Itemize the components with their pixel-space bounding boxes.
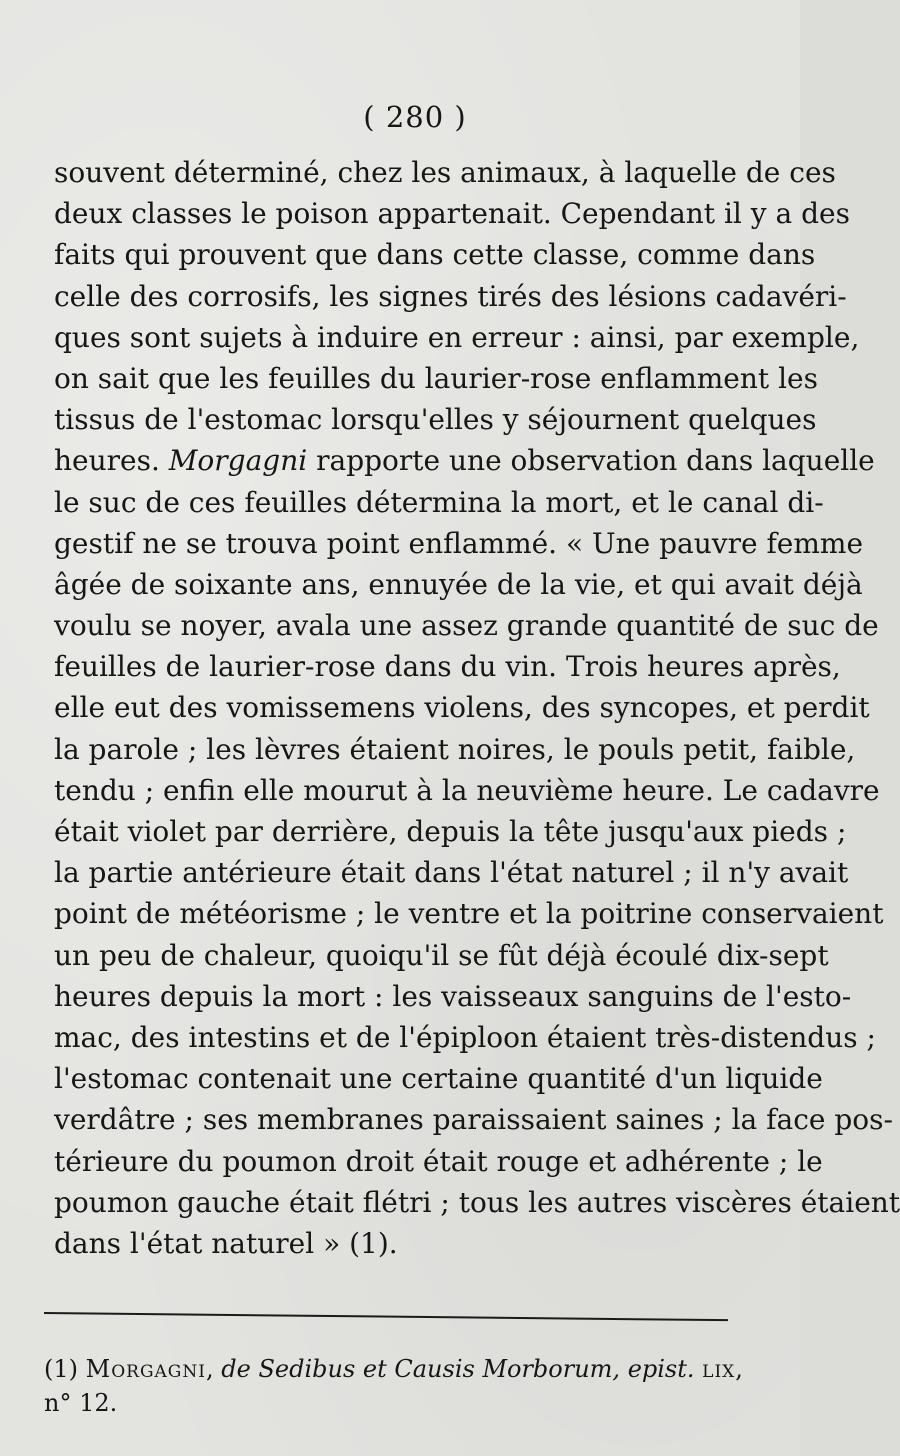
text-line: heures depuis la mort : les vaisseaux sanguins de l'esto- bbox=[54, 979, 852, 1013]
footnote-line-1: (1) Morgagni, de Sedibus et Causis Morborum, epist. lix, bbox=[44, 1355, 744, 1383]
footnote bbox=[44, 1352, 756, 1420]
text-line: dans l'état naturel » (1). bbox=[54, 1226, 398, 1260]
text-line: heures. Morgagni rapporte une observation dans laquelle bbox=[54, 444, 875, 478]
text-line: deux classes le poison appartenait. Cependant il y a des bbox=[54, 197, 850, 231]
text-line: tissus de l'estomac lorsqu'elles y séjournent quelques bbox=[54, 403, 817, 437]
text-line: était violet par derrière, depuis la tête jusqu'aux pieds ; bbox=[54, 815, 847, 848]
text-line: la partie antérieure était dans l'état naturel ; il n'y avait bbox=[54, 856, 849, 890]
text-line: souvent déterminé, chez les animaux, à laquelle de ces bbox=[54, 156, 836, 189]
footnote-divider bbox=[44, 1312, 728, 1321]
italic-name: Morgagni bbox=[168, 444, 308, 478]
footnote-author: Morgagni bbox=[85, 1355, 206, 1383]
footnote-epistle: lix, bbox=[702, 1355, 744, 1383]
text-line: la parole ; les lèvres étaient noires, le pouls petit, faible, bbox=[54, 732, 856, 766]
footnote-title: de Sedibus et Causis Morborum, epist. bbox=[221, 1355, 695, 1383]
text-line: faits qui prouvent que dans cette classe, comme dans bbox=[54, 238, 816, 272]
text-line: le suc de ces feuilles détermina la mort, et le canal di- bbox=[54, 485, 824, 519]
text-line: l'estomac contenait une certaine quantité d'un liquide bbox=[54, 1062, 823, 1096]
text-line: gestif ne se trouva point enflammé. « Une pauvre femme bbox=[54, 526, 864, 560]
text-line: on sait que les feuilles du laurier-rose enflamment les bbox=[54, 361, 818, 395]
text-line: âgée de soixante ans, ennuyée de la vie, et qui avait déjà bbox=[54, 567, 863, 601]
text-line: verdâtre ; ses membranes paraissaient saines ; la face pos- bbox=[54, 1103, 893, 1137]
text-line: térieure du poumon droit était rouge et adhérente ; le bbox=[54, 1144, 823, 1178]
page-number: ( 280 ) bbox=[363, 100, 467, 134]
text-line: tendu ; enfin elle mourut à la neuvième heure. Le cadavre bbox=[54, 773, 880, 807]
footnote-line-2: n° 12. bbox=[44, 1389, 118, 1417]
text-line: poumon gauche était flétri ; tous les autres viscères étaient bbox=[54, 1185, 900, 1219]
body-text bbox=[54, 152, 900, 1264]
text-line: voulu se noyer, avala une assez grande quantité de suc de bbox=[54, 609, 879, 643]
text-line: ques sont sujets à induire en erreur : ainsi, par exemple, bbox=[54, 320, 860, 354]
text-line: celle des corrosifs, les signes tirés des lésions cadavéri- bbox=[54, 279, 847, 313]
text-line: elle eut des vomissemens violens, des syncopes, et perdit bbox=[54, 691, 870, 725]
text-line: mac, des intestins et de l'épiploon étaient très-distendus ; bbox=[54, 1020, 876, 1054]
text-line: un peu de chaleur, quoiqu'il se fût déjà écoulé dix-sept bbox=[54, 938, 829, 972]
text-line: point de météorisme ; le ventre et la poitrine conservaient bbox=[54, 897, 884, 931]
footnote-marker: (1) bbox=[44, 1355, 78, 1383]
text-line: feuilles de laurier-rose dans du vin. Trois heures après, bbox=[54, 650, 841, 684]
